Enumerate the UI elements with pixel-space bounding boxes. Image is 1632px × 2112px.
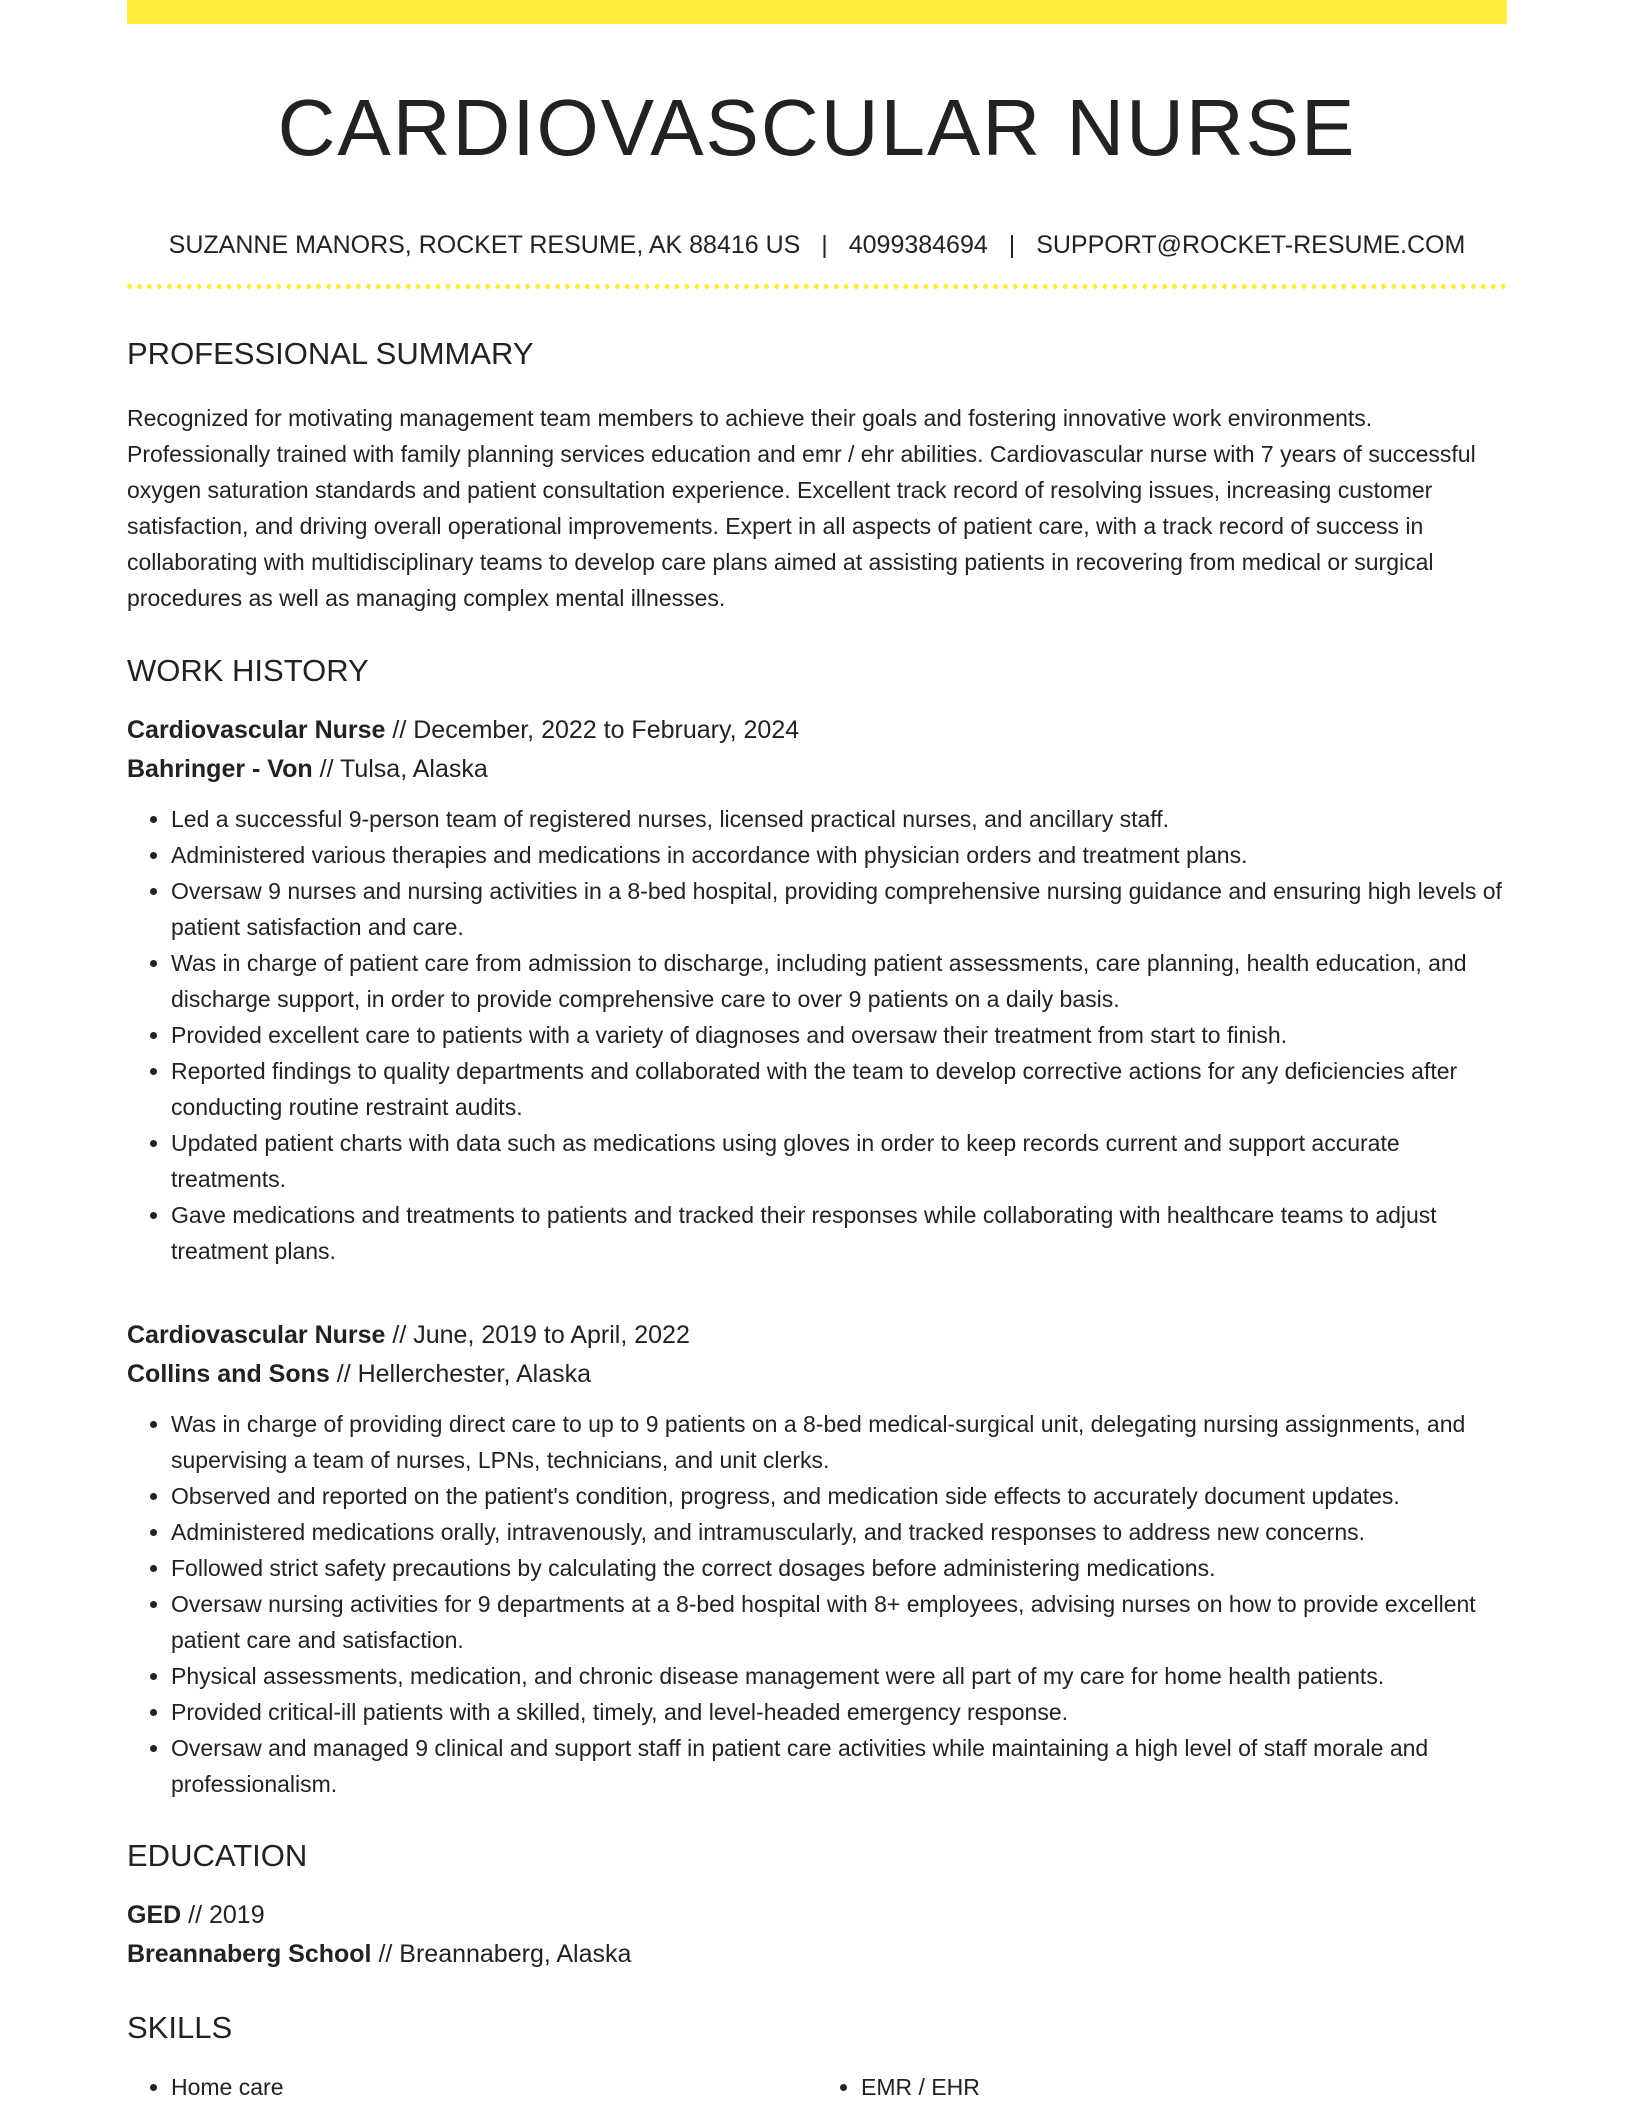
job-bullet: • Oversaw nursing activities for 9 departments at a 8-bed hospital with 8+ employees, advising nurses on how to provide excellent patient care and satisfaction. (171, 1586, 1507, 1658)
job-bullets (127, 801, 1507, 1269)
job-title-line (127, 1316, 1507, 1355)
job-employer: Bahringer - Von (127, 755, 313, 783)
education-year: // 2019 (188, 1901, 265, 1929)
skill-item: • Home care (171, 2069, 817, 2105)
work-history-heading: WORK HISTORY (127, 653, 369, 688)
education-entry (127, 1896, 1507, 1974)
job-bullet: • Was in charge of providing direct care to up to 9 patients on a 8-bed medical-surgical unit, delegating nursing assignments, and supervising a team of nurses, LPNs, technicians, and unit clerks. (171, 1406, 1507, 1478)
skills-column-right (817, 2069, 1507, 2105)
education-degree-line (127, 1896, 1507, 1935)
job-location: // Hellerchester, Alaska (336, 1360, 592, 1388)
education-heading: EDUCATION (127, 1838, 308, 1873)
skills-column-left (127, 2069, 817, 2105)
job-title: Cardiovascular Nurse (127, 716, 386, 744)
education-location: // Breannaberg, Alaska (378, 1940, 632, 1968)
job-bullet: • Provided critical-ill patients with a skilled, timely, and level-headed emergency response. (171, 1694, 1507, 1730)
job-bullet: • Reported findings to quality departments and collaborated with the team to develop corrective actions for any deficiencies after conducting routine restraint audits. (171, 1053, 1507, 1125)
job-bullet: • Physical assessments, medication, and chronic disease management were all part of my care for home health patients. (171, 1658, 1507, 1694)
skill-item: • EMR / EHR (861, 2069, 1507, 2105)
job-bullet: • Oversaw and managed 9 clinical and support staff in patient care activities while maintaining a high level of staff morale and professionalism. (171, 1730, 1507, 1802)
education-school: Breannaberg School (127, 1940, 372, 1968)
job-employer-line (127, 1355, 1507, 1394)
contact-line (127, 233, 1507, 258)
job-bullet: • Updated patient charts with data such as medications using gloves in order to keep records current and support accurate treatments. (171, 1125, 1507, 1197)
contact-email: SUPPORT@ROCKET-RESUME.COM (1036, 231, 1466, 259)
summary-text: Recognized for motivating management team members to achieve their goals and fostering innovative work environments. Professionally trained with family planning services education and emr / ehr abilities. Cardiovascular nurse with 7 years of successful oxygen saturation standards and patient consultation experience. Excellent track record of resolving issues, increasing customer satisfaction, and driving overall operational improvements. Expert in all aspects of patient care, with a track record of success in collaborating with multidisciplinary teams to develop care plans aimed at assisting patients in recovering from medical or surgical procedures as well as managing complex mental illnesses. (127, 405, 1476, 611)
contact-phone: 4099384694 (848, 231, 988, 259)
job-bullet: • Led a successful 9-person team of registered nurses, licensed practical nurses, and ancillary staff. (171, 801, 1507, 837)
page-title: CARDIOVASCULAR NURSE (277, 83, 1357, 172)
job-location: // Tulsa, Alaska (319, 755, 488, 783)
dotted-divider (127, 284, 1507, 289)
skills-grid (127, 2069, 1507, 2105)
skills-heading: SKILLS (127, 2010, 233, 2045)
summary-heading: PROFESSIONAL SUMMARY (127, 336, 534, 371)
job-employer-line (127, 750, 1507, 789)
accent-bar (127, 0, 1507, 24)
contact-address: SUZANNE MANORS, ROCKET RESUME, AK 88416 US (168, 231, 801, 259)
job-bullet: • Followed strict safety precautions by calculating the correct dosages before administering medications. (171, 1550, 1507, 1586)
job-bullet: • Oversaw 9 nurses and nursing activities in a 8-bed hospital, providing comprehensive nursing guidance and ensuring high levels of patient satisfaction and care. (171, 873, 1507, 945)
job-bullet: • Observed and reported on the patient's condition, progress, and medication side effects to accurately document updates. (171, 1478, 1507, 1514)
job-bullet: • Was in charge of patient care from admission to discharge, including patient assessments, care planning, health education, and discharge support, in order to provide comprehensive care to over 9 patients on a daily basis. (171, 945, 1507, 1017)
job-dates: // June, 2019 to April, 2022 (392, 1321, 690, 1349)
job-entry (127, 1316, 1507, 1802)
job-entry (127, 711, 1507, 1269)
contact-separator: | (821, 231, 828, 259)
education-degree: GED (127, 1901, 182, 1929)
job-title: Cardiovascular Nurse (127, 1321, 386, 1349)
resume-page (127, 0, 1507, 2105)
job-title-line (127, 711, 1507, 750)
job-dates: // December, 2022 to February, 2024 (392, 716, 800, 744)
job-bullet: • Administered various therapies and medications in accordance with physician orders and treatment plans. (171, 837, 1507, 873)
job-employer: Collins and Sons (127, 1360, 330, 1388)
job-bullets (127, 1406, 1507, 1802)
job-bullet: • Administered medications orally, intravenously, and intramuscularly, and tracked responses to address new concerns. (171, 1514, 1507, 1550)
job-bullet: • Provided excellent care to patients with a variety of diagnoses and oversaw their treatment from start to finish. (171, 1017, 1507, 1053)
contact-separator: | (1008, 231, 1016, 259)
job-bullet: • Gave medications and treatments to patients and tracked their responses while collaborating with healthcare teams to adjust treatment plans. (171, 1197, 1507, 1269)
education-school-line (127, 1935, 1507, 1974)
